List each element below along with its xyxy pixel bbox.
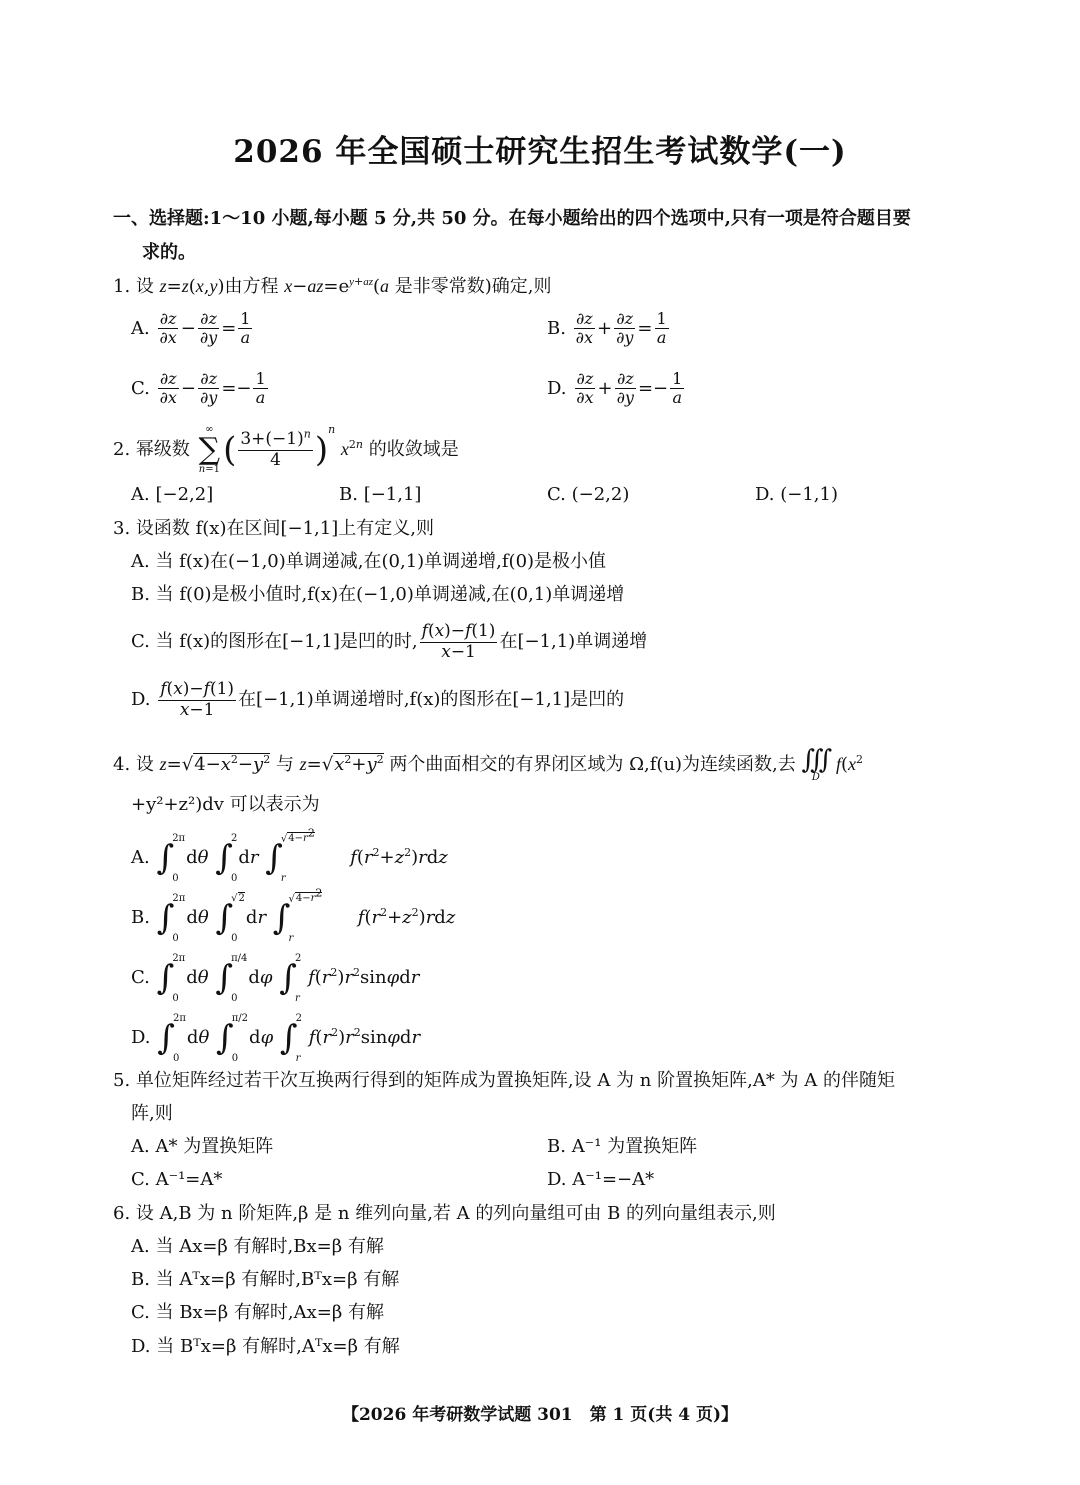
section-instruction-line2: 求的。 [142,242,196,263]
question-5-option-c: C. A⁻¹=A* [131,1169,223,1190]
question-2-stem: 2. 幂级数 ∞ ∑ n=1 ( $\frac{3+(-1)^n}{4}$ )$^n$ $x^{2n}$ 的收敛域是 [113,423,459,475]
question-1-option-d: D. $\frac{\partial z}{\partial x}$ + $\frac{\partial z}{\partial y}$ =− $\frac{1}{a}$ [547,369,683,408]
section-instruction-line1: 一、选择题:1～10 小题,每小题 5 分,共 50 分。在每小题给出的四个选项中,只有一项是符合题目要 [113,208,911,229]
question-2-option-a: A. [−2,2] [131,484,214,505]
question-1-option-c: C. $\frac{\partial z}{\partial x}$ − $\frac{\partial z}{\partial y}$ =− $\frac{1}{a}$ [131,369,266,408]
question-3-stem: 3. 设函数 f(x)在区间[−1,1]上有定义,则 [113,518,434,539]
triple-integral-symbol: ∭ D [801,745,823,783]
question-5-stem-line1: 5. 单位矩阵经过若干次互换两行得到的矩阵成为置换矩阵,设 A 为 n 阶置换矩阵,A* 为 A 的伴随矩 [113,1070,895,1091]
question-5-option-b: B. A⁻¹ 为置换矩阵 [547,1136,698,1157]
question-3-option-d: D. $\frac{f(x)-f(1)}{x-1}$ 在[−1,1)单调递增时,f(x)的图形在[−1,1]是凹的 [131,679,625,720]
question-4-option-a: A. ∫ 2π 0 dθ ∫ 2 0 dr ∫ $√4-r^2$ r $f(r^2+z^2)rdz$ [131,827,448,884]
question-5-stem-line2: 阵,则 [131,1103,173,1124]
question-6-stem: 6. 设 A,B 为 n 阶矩阵,β 是 n 维列向量,若 A 的列向量组可由 B 的列向量组表示,则 [113,1203,776,1224]
question-5-option-d: D. A⁻¹=−A* [547,1169,655,1190]
summation-symbol: ∞ ∑ n=1 [198,424,221,475]
page-title: 2026 年全国硕士研究生招生考试数学(一) [233,134,847,170]
question-4-stem-line1: 4. 设 $z=√4-x^2-y^2$ 与 $z=√x^2+y^2$ 两个曲面相交的有界闭区域为 Ω,f(u)为连续函数,去 ∭ D $f(x^2$ [113,745,864,783]
question-4-option-c: C. ∫ 2π 0 dθ ∫ π/4 0 dφ ∫ 2 r $f(r^2)r^2\sin\varphi dr$ [131,953,420,1004]
question-6-option-a: A. 当 Ax=β 有解时,Bx=β 有解 [131,1236,384,1257]
question-4-option-b: B. ∫ 2π 0 dθ ∫ √2 0 dr ∫ $√4-r^2$ r $f(r^2+z^2)rdz$ [131,887,456,944]
question-6-option-b: B. 当 Aᵀx=β 有解时,Bᵀx=β 有解 [131,1269,400,1290]
question-2-prefix: 2. 幂级数 [113,439,190,460]
question-5-option-a: A. A* 为置换矩阵 [131,1136,274,1157]
question-2-option-d: D. (−1,1) [755,484,839,505]
question-4-option-d: D. ∫ 2π 0 dθ ∫ π/2 0 dφ ∫ 2 r $f(r^2)r^2\sin\varphi dr$ [131,1013,421,1064]
question-1-option-a: A. $\frac{\partial z}{\partial x}$ − $\frac{\partial z}{\partial y}$ = $\frac{1}{a}$ [131,309,251,348]
question-2-option-c: C. (−2,2) [547,484,630,505]
question-2-suffix: 的收敛域是 [368,439,459,460]
question-6-option-d: D. 当 Bᵀx=β 有解时,Aᵀx=β 有解 [131,1336,400,1357]
page-footer: 【2026 年考研数学试题 301 第 1 页(共 4 页)】 [341,1405,739,1425]
question-1-option-b: B. $\frac{\partial z}{\partial x}$ + $\frac{\partial z}{\partial y}$ = $\frac{1}{a}$ [547,309,667,348]
question-2-option-b: B. [−1,1] [339,484,422,505]
question-6-option-c: C. 当 Bx=β 有解时,Ax=β 有解 [131,1302,384,1323]
question-4-stem-line2: +y²+z²)dv 可以表示为 [131,794,320,815]
question-3-option-b: B. 当 f(0)是极小值时,f(x)在(−1,0)单调递减,在(0,1)单调递增 [131,584,625,605]
question-3-option-a: A. 当 f(x)在(−1,0)单调递减,在(0,1)单调递增,f(0)是极小值 [131,551,607,572]
question-3-option-c: C. 当 f(x)的图形在[−1,1]是凹的时, $\frac{f(x)-f(1)}{x-1}$ 在[−1,1)单调递增 [131,621,648,662]
question-1-stem: 1. 设 z=z(x,y)由方程 $x-az=e^{y+az}(a$ 是非零常数)确定,则 [113,275,552,297]
